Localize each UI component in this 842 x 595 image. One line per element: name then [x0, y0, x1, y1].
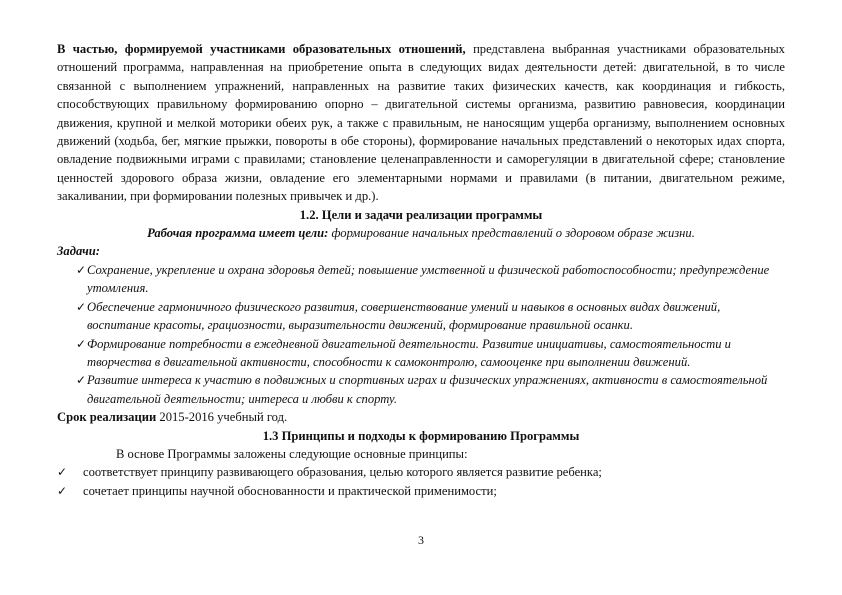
term-value: 2015-2016 учебный год. — [156, 410, 288, 425]
section-heading-1-3: 1.3 Принципы и подходы к формированию Программы — [262, 428, 580, 443]
intro-lead: В частью, формируемой участниками образовательных отношений, — [57, 42, 466, 56]
principles-intro: В основе Программы заложены следующие основные принципы: — [116, 446, 468, 461]
intro-paragraph — [57, 40, 785, 206]
document-page — [57, 40, 785, 500]
check-icon: ✓ — [76, 262, 87, 277]
principles-list — [57, 463, 785, 500]
section-heading-1-2: 1.2. Цели и задачи реализации программы — [299, 207, 543, 222]
tasks-title: Задачи: — [57, 244, 100, 259]
task-text: Обеспечение гармоничного физического развития, совершенствование умений и навыков в основных видах движений, воспитание красоты, грациозности, выразительности движений, формирование правильной осанки. — [87, 299, 721, 333]
term-label: Срок реализации — [57, 410, 157, 425]
principle-text: соответствует принципу развивающего образования, целью которого является развитие ребенка; — [83, 465, 602, 480]
check-icon: ✓ — [76, 336, 87, 351]
list-item — [57, 335, 785, 372]
check-icon: ✓ — [76, 299, 87, 314]
check-icon: ✓ — [57, 465, 68, 480]
task-text: Формирование потребности в ежедневной двигательной деятельности. Развитие инициативы, самостоятельности и творчества в двигательной активности, способности к самоконтролю, самооценке при выполнении движений. — [87, 336, 731, 369]
list-item — [57, 371, 785, 408]
term-line — [57, 408, 785, 426]
list-item — [57, 298, 785, 335]
goal-text: формирование начальных представлений о здоровом образе жизни. — [328, 226, 695, 241]
check-icon: ✓ — [76, 373, 87, 388]
intro-text: представлена выбранная участниками образовательных отношений программа, направленная на приобретение опыта в следующих видах деятельности детей: двигательной, в то числе связанной с выполнением упражнений, направленных на развитие таких физических качеств, как координация и гибкость, способствующих правильному формированию опорно – двигательной системы организма, развитию равновесия, координации движения, крупной и мелкой моторики обеих рук, а также с правильным, не наносящим ущерба организму, выполнением основных движений (ходьба, бег, мягкие прыжки, повороты в обе стороны), формирование начальных представлений о некоторых идах спорта, овладение подвижными играми с правилами; становление целенаправленности и саморегуляции в двигательной сфере; становление ценностей здорового образа жизни, овладение его элементарными нормами и правилами (в питании, двигательном режиме, закаливании, при формировании полезных привычек и др.). — [57, 42, 785, 204]
goal-line — [57, 224, 785, 242]
task-text: Сохранение, укрепление и охрана здоровья детей; повышение умственной и физической работоспособности; предупреждение утомления. — [87, 262, 770, 296]
task-text: Развитие интереса к участию в подвижных и спортивных играх и физических упражнениях, активности в самостоятельной двигательной деятельности; интереса и любви к спорту. — [87, 373, 768, 406]
list-item — [57, 482, 785, 500]
goal-label: Рабочая программа имеет цели: — [147, 226, 329, 241]
list-item — [57, 261, 785, 298]
tasks-list — [57, 261, 785, 408]
page-number: 3 — [418, 533, 424, 547]
principle-text: сочетает принципы научной обоснованности и практической применимости; — [83, 483, 497, 498]
check-icon: ✓ — [57, 483, 68, 498]
list-item — [57, 463, 785, 481]
